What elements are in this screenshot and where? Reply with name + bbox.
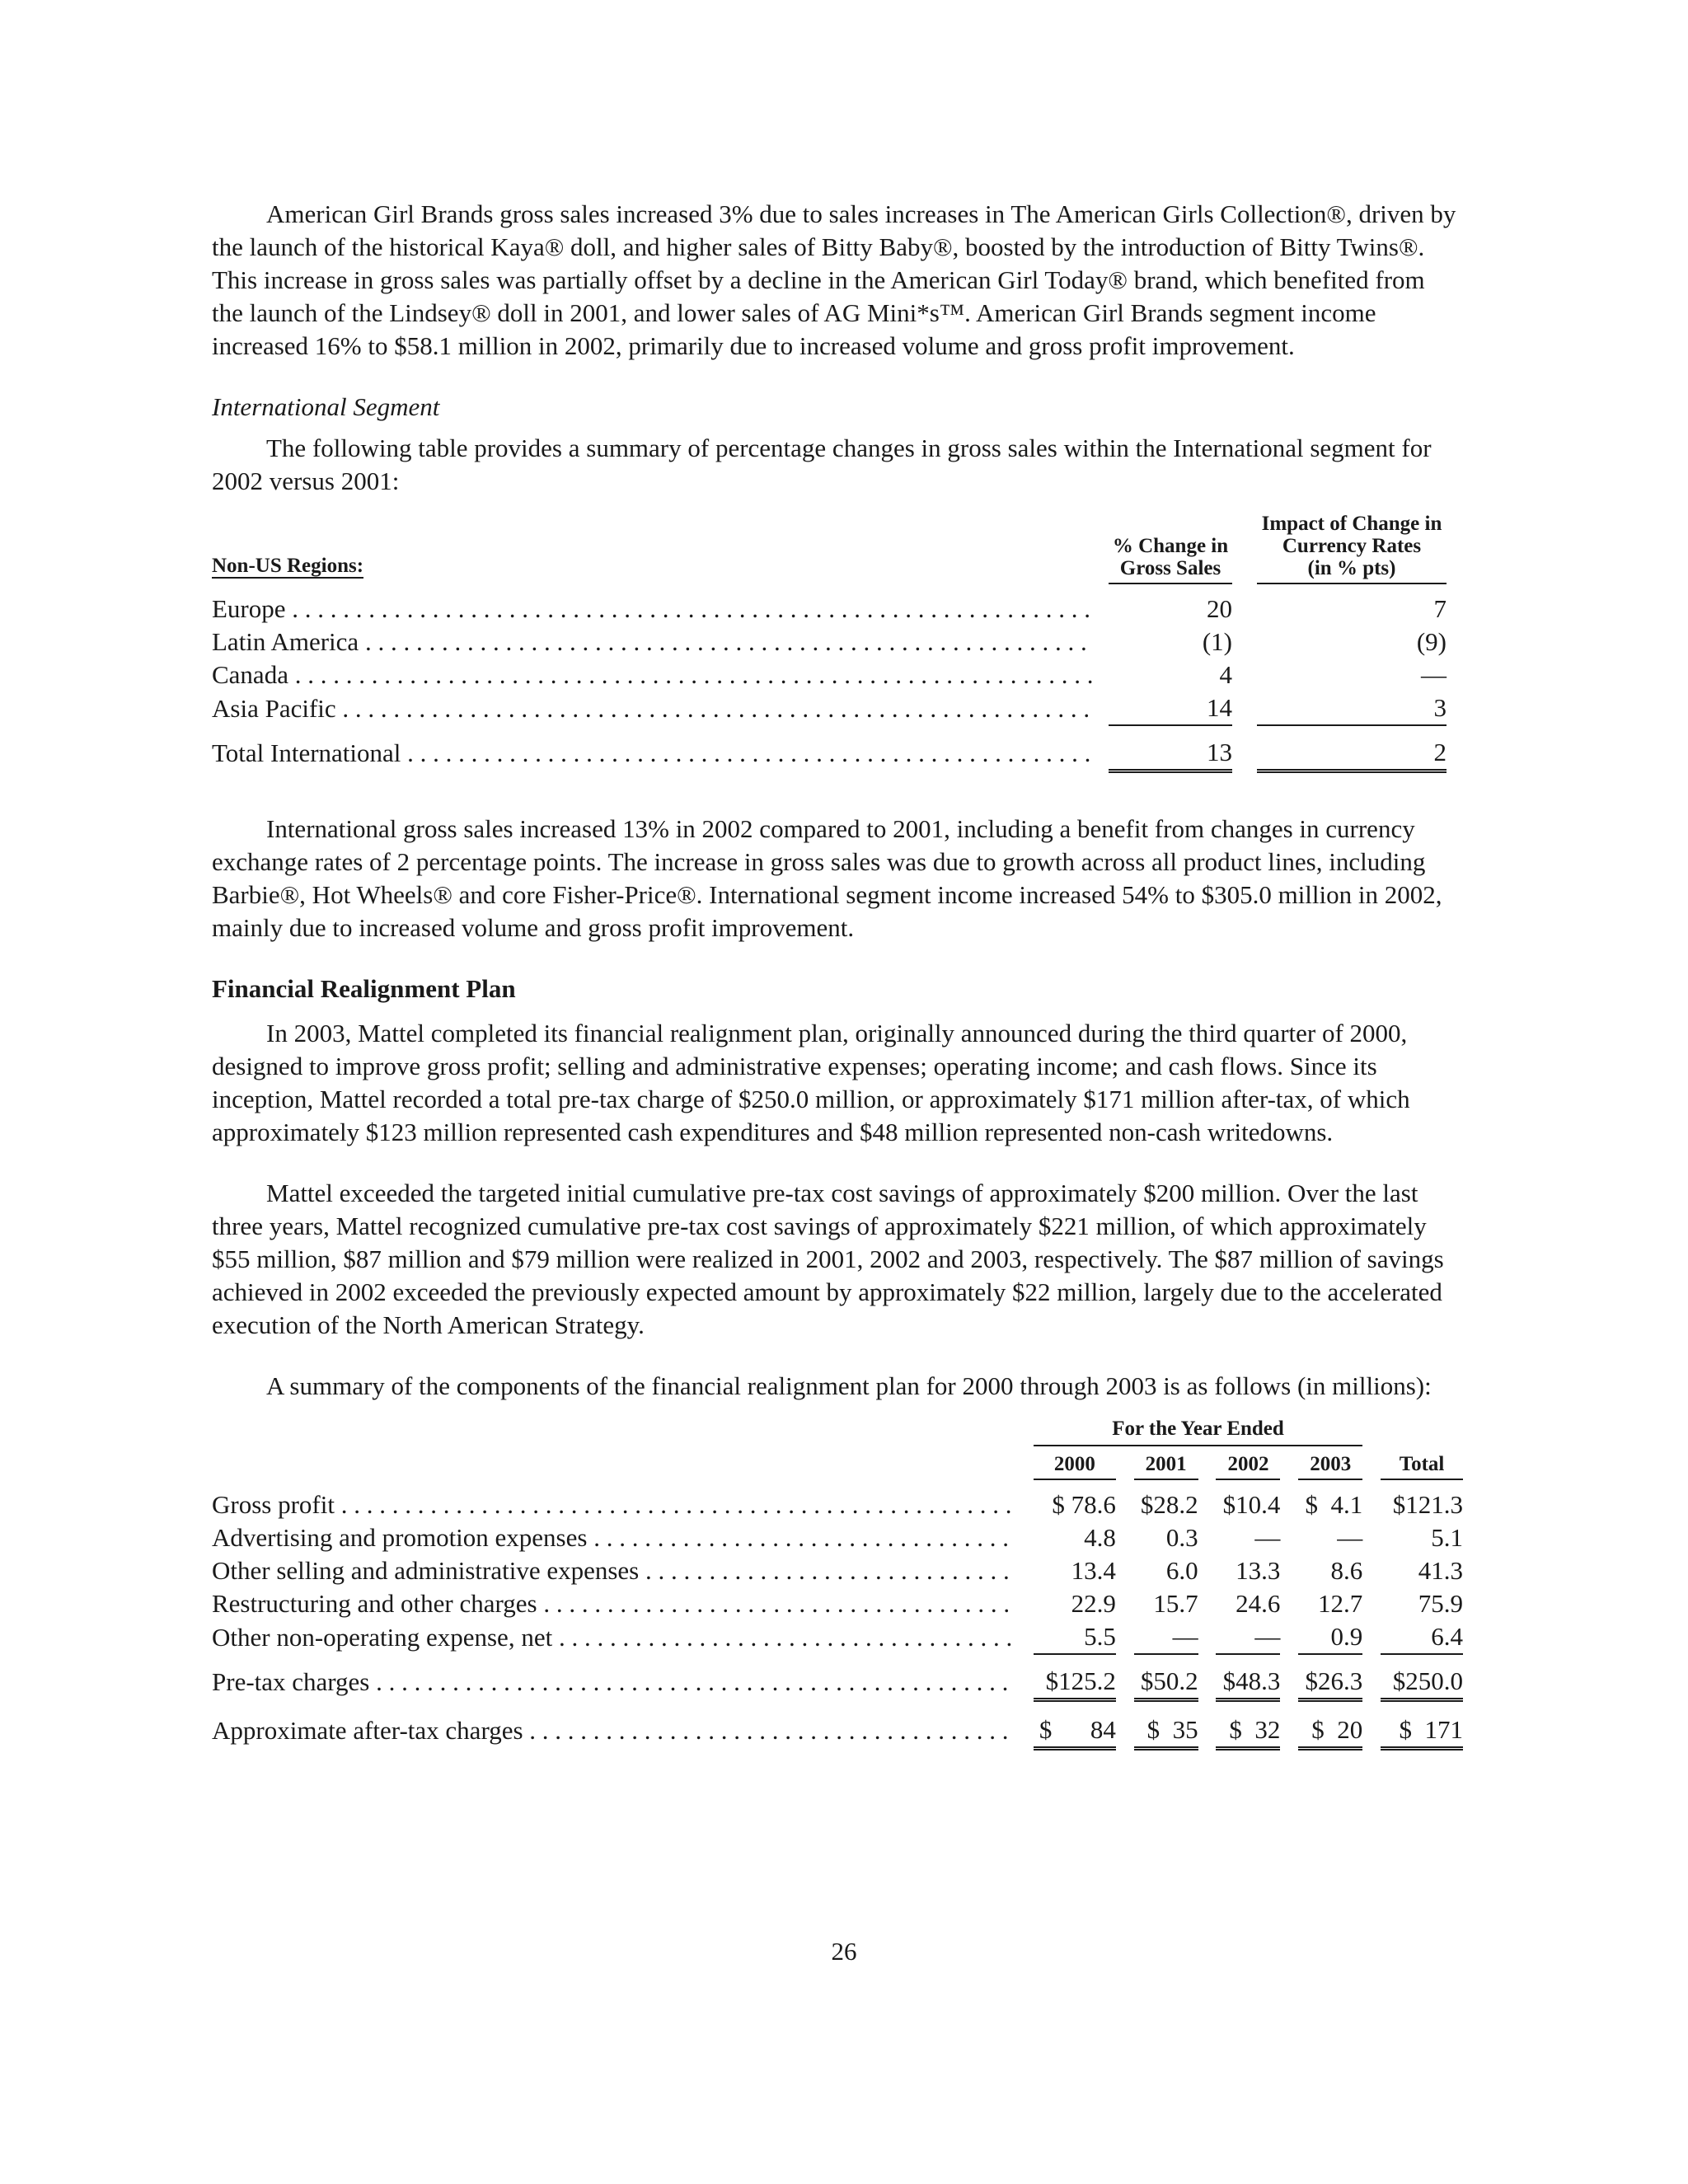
region-label: Latin America	[212, 627, 359, 656]
gross-sales-change: 4	[1219, 660, 1232, 689]
row-label: Other non-operating expense, net	[212, 1622, 553, 1652]
table-row	[212, 1488, 1463, 1521]
currency-impact: —	[1421, 660, 1447, 689]
international-table	[212, 513, 1463, 773]
table-cell: 6.0	[1165, 1556, 1198, 1585]
year-header: 2003	[1298, 1446, 1362, 1479]
table-cell: $48.3	[1216, 1665, 1280, 1700]
row-label: Pre-tax charges	[212, 1667, 370, 1697]
table-row	[212, 1587, 1463, 1620]
international-summary-paragraph: International gross sales increased 13% in 2002 compared to 2001, including a benefit from changes in currency exchange rates of 2 percentage points. The increase in gross sales was due to growth across all product lines, including Barbie®, Hot Wheels® and core Fisher-Price®. International segment income increased 54% to $305.0 million in 2002, mainly due to increased volume and gross profit improvement.	[212, 814, 1442, 942]
table-cell: 4.8	[1084, 1523, 1116, 1552]
table-cell: 5.1	[1431, 1523, 1463, 1552]
table-cell: $ 32	[1216, 1713, 1280, 1749]
row-label: Approximate after-tax charges	[212, 1716, 523, 1746]
american-girl-paragraph: American Girl Brands gross sales increased 3% due to sales increases in The American Girls Collection®, driven by the launch of the historical Kaya® doll, and higher sales of Bitty Baby®, boosted by the introduction of Bitty Twins®. This increase in gross sales was partially offset by a decline in the American Girl Today® brand, which benefited from the launch of the Lindsey® doll in 2001, and lower sales of AG Mini*s™. American Girl Brands segment income increased 16% to $58.1 million in 2002, primarily due to increased volume and gross profit improvement.	[212, 199, 1456, 360]
row-label: Advertising and promotion expenses	[212, 1523, 588, 1552]
table-cell: —	[1134, 1620, 1198, 1654]
gross-sales-change-header: % Change in Gross Sales	[1109, 513, 1232, 583]
table-cell: $28.2	[1140, 1490, 1198, 1519]
table-cell: $125.2	[1034, 1665, 1116, 1700]
total-row	[212, 736, 1463, 771]
table-cell: $ 171	[1381, 1713, 1463, 1749]
table-cell: 22.9	[1071, 1589, 1116, 1618]
row-label: Gross profit	[212, 1490, 335, 1519]
realignment-paragraph-3: A summary of the components of the financial realignment plan for 2000 through 2003 is as follows (in millions):	[266, 1371, 1432, 1400]
table-cell: $26.3	[1298, 1665, 1362, 1700]
year-ended-header: For the Year Ended	[1034, 1418, 1362, 1446]
table-cell: 0.3	[1165, 1523, 1198, 1552]
row-label: Other selling and administrative expenses	[212, 1556, 640, 1585]
international-intro-paragraph: The following table provides a summary of percentage changes in gross sales within the International segment for 2002 versus 2001:	[212, 434, 1432, 495]
table-row	[212, 593, 1463, 626]
table-cell: $10.4	[1222, 1490, 1281, 1519]
table-cell: —	[1216, 1620, 1280, 1654]
total-label: Total International	[212, 738, 401, 768]
total-gross-sales-change: 13	[1109, 736, 1232, 771]
table-cell: $ 35	[1134, 1713, 1198, 1749]
table-cell: 8.6	[1330, 1556, 1363, 1585]
table-cell: 12.7	[1317, 1589, 1363, 1618]
table-cell: $ 4.1	[1305, 1490, 1363, 1519]
realignment-paragraph-2: Mattel exceeded the targeted initial cumulative pre-tax cost savings of approximately $200 million. Over the last three years, Mattel recognized cumulative pre-tax cost savings of approximately $221 million, of which approximately $55 million, $87 million and $79 million were realized in 2001, 2002 and 2003, respectively. The $87 million of savings achieved in 2002 exceeded the previously expected amount by approximately $22 million, largely due to the accelerated execution of the North American Strategy.	[212, 1179, 1444, 1339]
gross-sales-change: 20	[1207, 594, 1232, 623]
table-row	[212, 691, 1463, 725]
region-label: Europe	[212, 594, 286, 623]
table-cell: $121.3	[1392, 1490, 1463, 1519]
table-cell: 13.3	[1236, 1556, 1281, 1585]
realignment-paragraph-1: In 2003, Mattel completed its financial realignment plan, originally announced during the third quarter of 2000, designed to improve gross profit; selling and administrative expenses; operating income; and cash flows. Since its inception, Mattel recorded a total pre-tax charge of $250.0 million, or approximately $171 million after-tax, of which approximately $123 million represented cash expenditures and $48 million represented non-cash writedowns.	[212, 1019, 1410, 1146]
year-header: 2002	[1216, 1446, 1280, 1479]
table-cell: 15.7	[1153, 1589, 1198, 1618]
table-cell: —	[1337, 1523, 1363, 1552]
total-currency-impact: 2	[1257, 736, 1447, 771]
table-cell: 6.4	[1381, 1620, 1463, 1654]
page-number: 26	[831, 1937, 857, 1966]
row-label: Restructuring and other charges	[212, 1589, 537, 1618]
international-segment-heading: International Segment	[212, 392, 440, 421]
table-cell: 41.3	[1418, 1556, 1463, 1585]
gross-sales-change: 14	[1109, 691, 1232, 725]
table-row	[212, 626, 1463, 658]
financial-realignment-heading: Financial Realignment Plan	[212, 974, 516, 1003]
currency-impact: 7	[1433, 594, 1447, 623]
table-row	[212, 1554, 1463, 1587]
currency-impact: (9)	[1416, 627, 1447, 656]
table-row	[212, 1521, 1463, 1554]
currency-impact: 3	[1257, 691, 1447, 725]
aftertax-row	[212, 1713, 1463, 1749]
table-cell: 75.9	[1418, 1589, 1463, 1618]
region-label: Canada	[212, 660, 288, 689]
table-cell: $ 78.6	[1052, 1490, 1116, 1519]
realignment-table	[212, 1418, 1463, 1750]
year-header: 2001	[1134, 1446, 1198, 1479]
table-cell: 5.5	[1034, 1620, 1116, 1654]
table-row	[212, 1620, 1463, 1654]
table-cell: $ 20	[1298, 1713, 1362, 1749]
pretax-row	[212, 1665, 1463, 1700]
table-cell: $250.0	[1381, 1665, 1463, 1700]
table-cell: 0.9	[1298, 1620, 1362, 1654]
gross-sales-change: (1)	[1202, 627, 1232, 656]
table-row	[212, 658, 1463, 691]
total-header: Total	[1381, 1446, 1463, 1479]
table-cell: $50.2	[1134, 1665, 1198, 1700]
document-page	[212, 198, 1463, 1750]
region-label: Asia Pacific	[212, 693, 336, 723]
year-header: 2000	[1034, 1446, 1116, 1479]
table-cell: $ 84	[1034, 1713, 1116, 1749]
table-cell: 24.6	[1236, 1589, 1281, 1618]
currency-impact-header: Impact of Change in Currency Rates (in % pts)	[1257, 513, 1447, 583]
table-cell: —	[1254, 1523, 1281, 1552]
region-header: Non-US Regions:	[212, 555, 364, 577]
table-cell: 13.4	[1071, 1556, 1116, 1585]
